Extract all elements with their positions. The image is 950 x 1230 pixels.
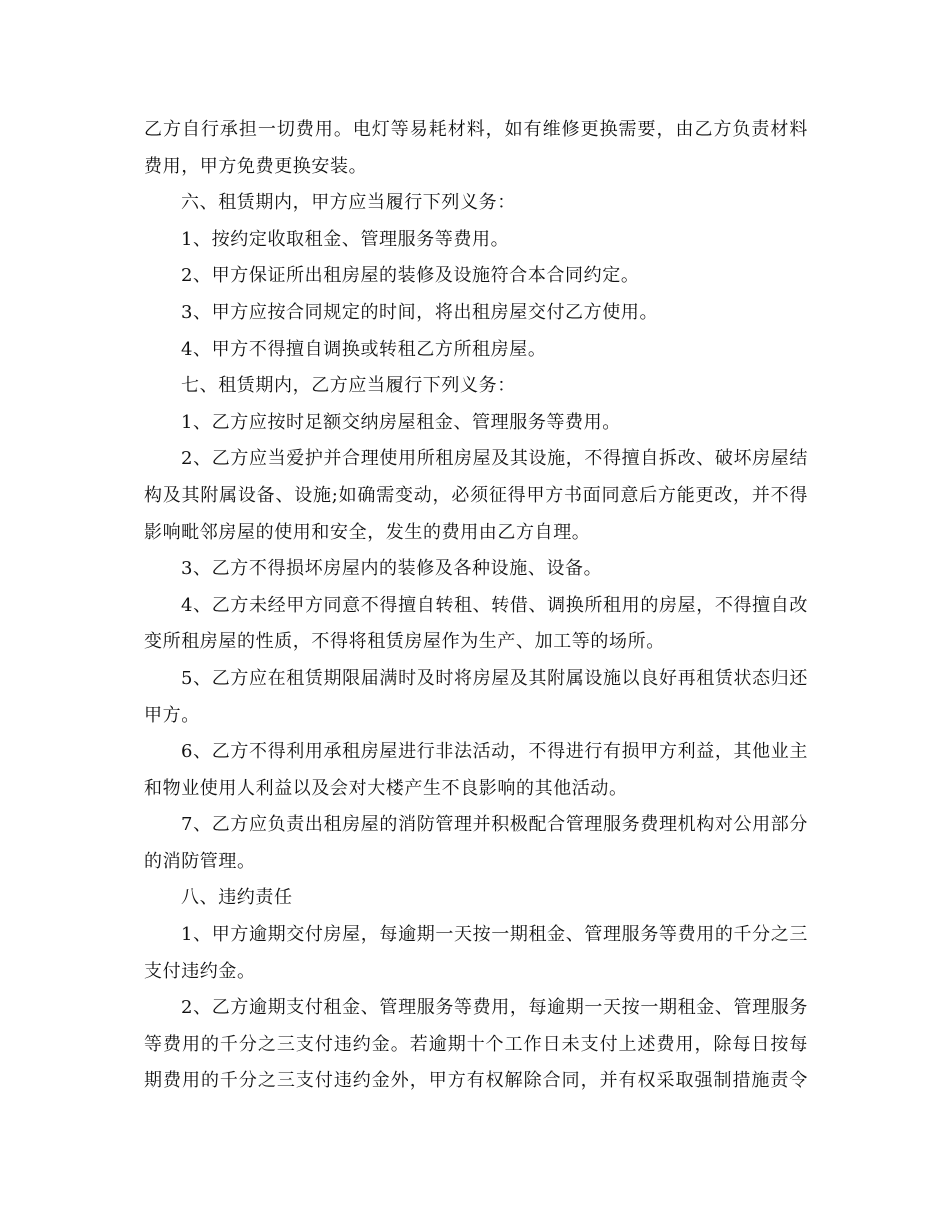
tenant-obligation-2: 2、乙方应当爱护并合理使用所租房屋及其设施，不得擅自拆改、破坏房屋结构及其附属设备、设施;如确需变动，必须征得甲方书面同意后方能更改，并不得影响毗邻房屋的使用和安全，发生的费用由乙方自理。 bbox=[144, 448, 808, 543]
tenant-obligation-7: 7、乙方应负责出租房屋的消防管理并积极配合管理服务费理机构对公用部分的消防管理。 bbox=[144, 814, 808, 872]
paragraph-continuation-end: 费用，甲方免费更换安装。 bbox=[144, 155, 368, 177]
document-body bbox=[144, 112, 808, 1100]
landlord-obligation-4: 4、甲方不得擅自调换或转租乙方所租房屋。 bbox=[181, 338, 547, 360]
landlord-obligation-2: 2、甲方保证所出租房屋的装修及设施符合本合同约定。 bbox=[181, 265, 640, 287]
section-heading-tenant-obligations: 七、租赁期内，乙方应当履行下列义务： bbox=[181, 375, 516, 397]
paragraph-continuation-costs: 乙方自行承担一切费用。电灯等易耗材料，如有维修更换需要，由乙方负责材料 bbox=[144, 119, 808, 140]
breach-clause-2: 2、乙方逾期支付租金、管理服务等费用，每逾期一天按一期租金、管理服务等费用的千分之三支付违约金。若逾期十个工作日未支付上述费用，除每日按每期费用的千分之三支付违约金外，甲方有权解除合同，并有权采取强制措施责令 bbox=[144, 997, 808, 1092]
tenant-obligation-1: 1、乙方应按时足额交纳房屋租金、管理服务等费用。 bbox=[181, 411, 621, 433]
landlord-obligation-3: 3、甲方应按合同规定的时间，将出租房屋交付乙方使用。 bbox=[181, 301, 659, 323]
breach-clause-1: 1、甲方逾期交付房屋，每逾期一天按一期租金、管理服务等费用的千分之三支付违约金。 bbox=[144, 924, 808, 982]
landlord-obligation-1: 1、按约定收取租金、管理服务等费用。 bbox=[181, 228, 510, 250]
tenant-obligation-3: 3、乙方不得损坏房屋内的装修及各种设施、设备。 bbox=[181, 558, 603, 580]
tenant-obligation-4: 4、乙方未经甲方同意不得擅自转租、转借、调换所租用的房屋，不得擅自改变所租房屋的性质，不得将租赁房屋作为生产、加工等的场所。 bbox=[144, 594, 808, 653]
section-heading-breach-liability: 八、违约责任 bbox=[181, 887, 293, 909]
section-heading-landlord-obligations: 六、租赁期内，甲方应当履行下列义务： bbox=[181, 192, 516, 214]
tenant-obligation-6: 6、乙方不得利用承租房屋进行非法活动，不得进行有损甲方利益，其他业主和物业使用人利益以及会对大楼产生不良影响的其他活动。 bbox=[144, 741, 808, 799]
tenant-obligation-5: 5、乙方应在租赁期限届满时及时将房屋及其附属设施以良好再租赁状态归还甲方。 bbox=[144, 667, 808, 726]
